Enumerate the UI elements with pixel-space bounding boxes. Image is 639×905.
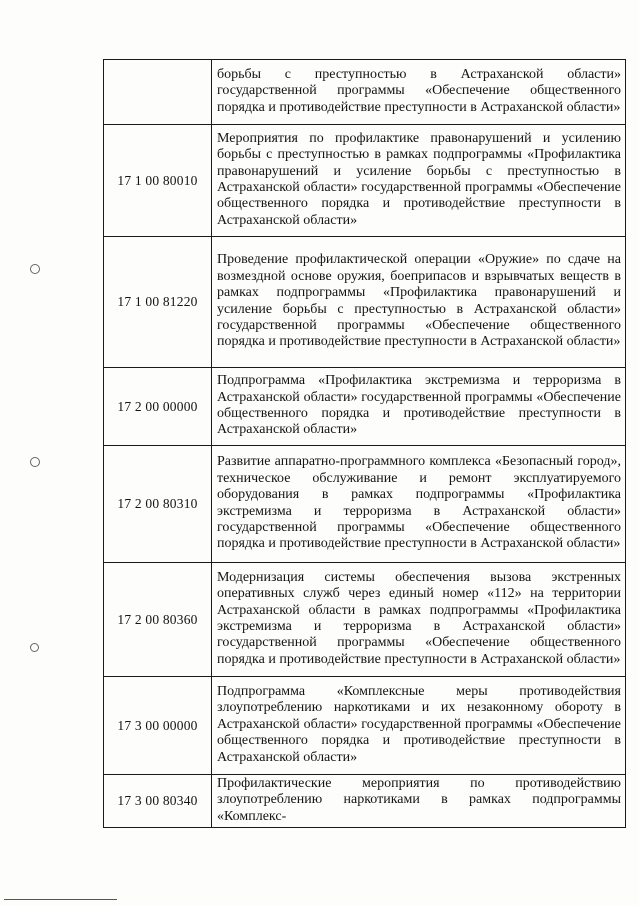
punch-hole: [30, 643, 39, 652]
table-row: [104, 677, 626, 775]
row-description: Профилактические мероприятия по противодействию злоупотреблению наркотиками в рамках подпрограммы «Комплекс-: [212, 775, 626, 828]
table-row: [104, 563, 626, 677]
table-row: [104, 775, 626, 828]
table-row: [104, 446, 626, 563]
table-row: [104, 125, 626, 237]
row-description: Проведение профилактической операции «Оружие» по сдаче на возмездной основе оружия, боеприпасов и взрывчатых веществ в рамках подпрограммы «Профилактика правонарушений и усиление борьбы с преступностью в Астраханской области» государственной программы «Обеспечение общественного порядка и противодействие преступности в Астраханской области»: [212, 237, 626, 368]
table-row: [104, 237, 626, 368]
table-row: [104, 368, 626, 446]
row-description: Подпрограмма «Комплексные меры противодействия злоупотреблению наркотиками и их незаконному обороту в Астраханской области» государственной программы «Обеспечение общественного порядка и противодействие преступности в Астраханской области»: [212, 677, 626, 775]
row-code: 17 2 00 00000: [104, 368, 212, 446]
row-code: 17 2 00 80360: [104, 563, 212, 677]
row-description: Мероприятия по профилактике правонарушений и усилению борьбы с преступностью в рамках подпрограммы «Профилактика правонарушений и усиление борьбы с преступностью в Астраханской области» государственной программы «Обеспечение общественного порядка и противодействие преступности в Астраханской области»: [212, 125, 626, 237]
row-code: 17 3 00 80340: [104, 775, 212, 828]
row-code: [104, 60, 212, 125]
row-code: 17 3 00 00000: [104, 677, 212, 775]
row-description: Развитие аппаратно-программного комплекса «Безопасный город», техническое обслуживание и ремонт эксплуатируемого оборудования в рамках подпрограммы «Профилактика экстремизма и терроризма в Астраханской области» государственной программы «Обеспечение общественного порядка и противодействие преступности в Астраханской области»: [212, 446, 626, 563]
punch-hole: [30, 457, 40, 467]
row-code: 17 1 00 81220: [104, 237, 212, 368]
row-description: Подпрограмма «Профилактика экстремизма и терроризма в Астраханской области» государственной программы «Обеспечение общественного порядка и противодействие преступности в Астраханской области»: [212, 368, 626, 446]
footnote-rule: [4, 899, 117, 900]
row-code: 17 2 00 80310: [104, 446, 212, 563]
row-code: 17 1 00 80010: [104, 125, 212, 237]
row-description: борьбы с преступностью в Астраханской области» государственной программы «Обеспечение общественного порядка и противодействие преступности в Астраханской области»: [212, 60, 626, 125]
budget-code-table: [103, 59, 626, 828]
row-description: Модернизация системы обеспечения вызова экстренных оперативных служб через единый номер «112» на территории Астраханской области в рамках подпрограммы «Профилактика экстремизма и терроризма в Астраханской области» государственной программы «Обеспечение общественного порядка и противодействие преступности в Астраханской области»: [212, 563, 626, 677]
punch-hole: [30, 264, 40, 274]
table-row: [104, 60, 626, 125]
